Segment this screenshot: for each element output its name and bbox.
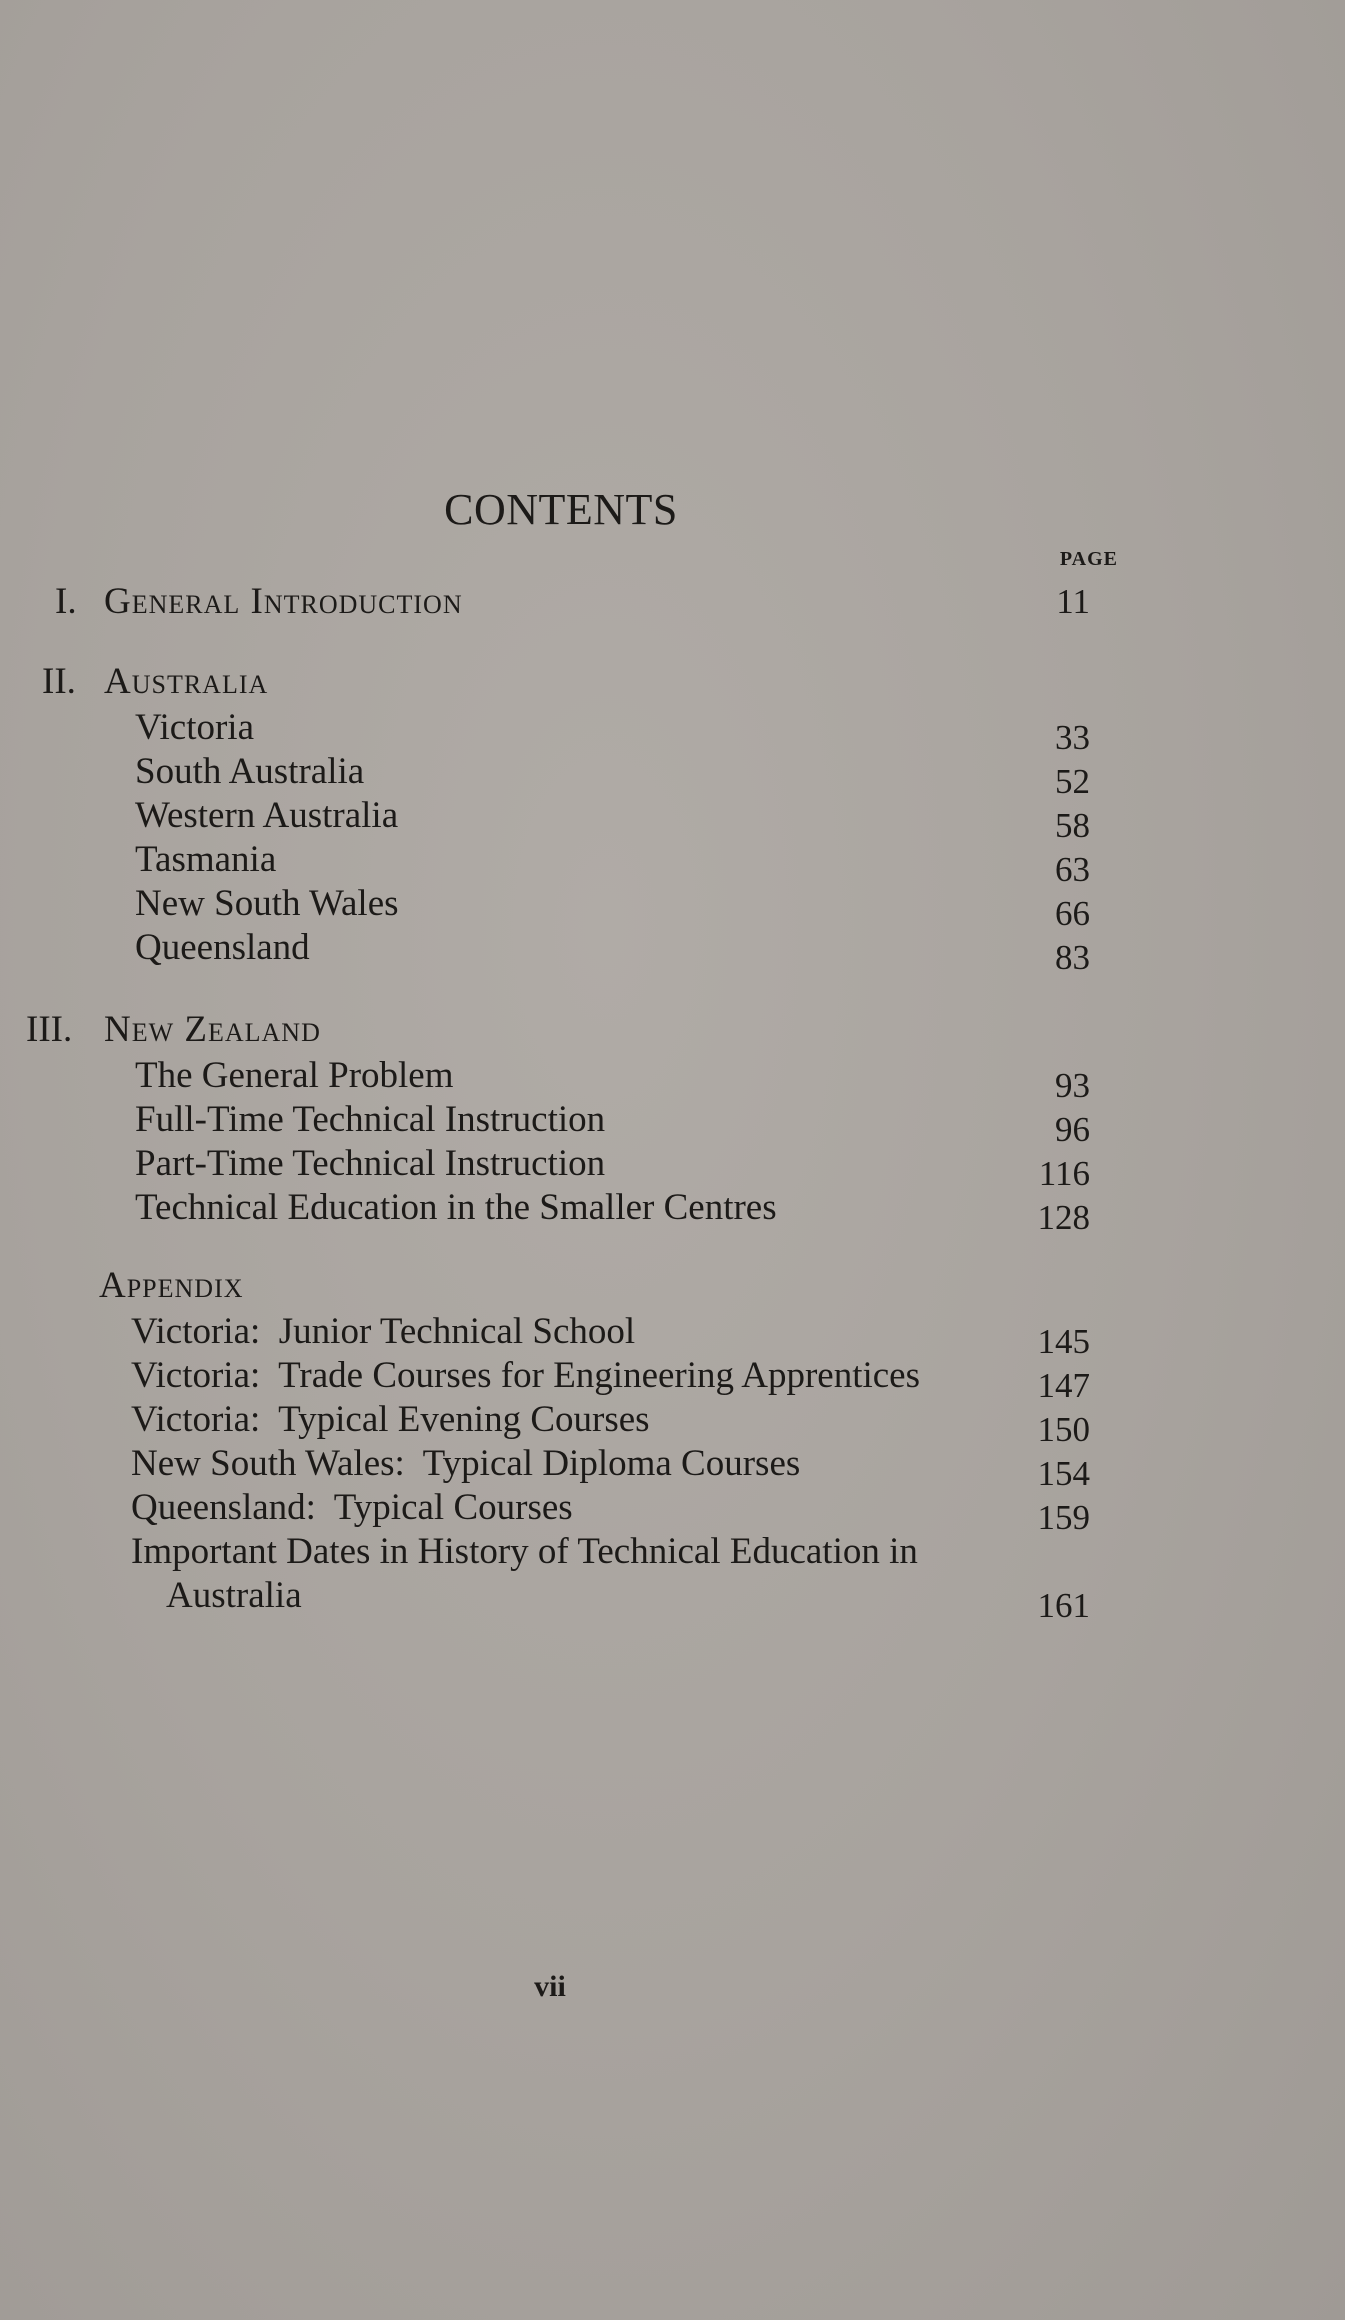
- toc-section-australia[interactable]: [0, 660, 1345, 706]
- toc-section-new-zealand[interactable]: [0, 1008, 1345, 1054]
- toc-section-general-introduction[interactable]: [0, 580, 1345, 626]
- toc-entry[interactable]: [0, 926, 1345, 977]
- toc-entry[interactable]: [0, 882, 1345, 933]
- toc-entry[interactable]: [0, 1142, 1345, 1193]
- entry-page-number: 58: [1055, 806, 1090, 845]
- section-numeral: I.: [55, 581, 77, 622]
- toc-entry[interactable]: [0, 1098, 1345, 1149]
- entry-title: Technical Education in the Smaller Centres: [135, 1187, 777, 1228]
- toc-entry[interactable]: [0, 1398, 1345, 1449]
- entry-title: New South Wales: [135, 883, 399, 924]
- entry-title: Victoria: [135, 707, 255, 748]
- entry-title: Victoria: Trade Courses for Engineering Apprentices: [131, 1355, 920, 1396]
- entry-title: Tasmania: [135, 839, 277, 880]
- section-numeral: II.: [42, 661, 76, 702]
- section-title: Australia: [104, 661, 269, 702]
- entry-page-number: 154: [1037, 1454, 1090, 1493]
- appendix-title: Appendix: [99, 1265, 244, 1306]
- entry-title: South Australia: [135, 751, 365, 792]
- entry-page-number: 63: [1055, 850, 1090, 889]
- section-title: General Introduction: [104, 581, 463, 622]
- section-title: New Zealand: [104, 1009, 321, 1050]
- toc-entry[interactable]: [0, 706, 1345, 757]
- entry-title: Full-Time Technical Instruction: [135, 1099, 606, 1140]
- entry-title: New South Wales: Typical Diploma Courses: [131, 1443, 801, 1484]
- section-numeral: III.: [26, 1009, 73, 1050]
- entry-title: The General Problem: [135, 1055, 454, 1096]
- toc-entry[interactable]: [0, 750, 1345, 801]
- page-title: CONTENTS: [444, 485, 678, 534]
- toc-entry[interactable]: [0, 1530, 1345, 1625]
- entry-title: Victoria: Typical Evening Courses: [131, 1399, 650, 1440]
- entry-title: Queensland: Typical Courses: [131, 1487, 573, 1528]
- page-column-label: PAGE: [1059, 548, 1118, 570]
- entry-page-number: 161: [1037, 1586, 1090, 1625]
- toc-entry[interactable]: [0, 1054, 1345, 1105]
- entry-page-number: 128: [1037, 1198, 1090, 1237]
- toc-entry[interactable]: [0, 1310, 1345, 1361]
- entry-title: Part-Time Technical Instruction: [135, 1143, 606, 1184]
- entry-page-number: 147: [1037, 1366, 1090, 1405]
- entry-page-number: 93: [1055, 1066, 1090, 1105]
- toc-entry[interactable]: [0, 838, 1345, 889]
- toc-entry[interactable]: [0, 1354, 1345, 1405]
- toc-entry[interactable]: [0, 1186, 1345, 1237]
- entry-page-number: 66: [1055, 894, 1090, 933]
- entry-page-number: 145: [1037, 1322, 1090, 1361]
- entry-page-number: 116: [1038, 1154, 1090, 1193]
- entry-page-number: 33: [1055, 718, 1090, 757]
- entry-title-continuation: Australia: [166, 1575, 302, 1616]
- entry-title: Queensland: [135, 927, 310, 968]
- entry-title: Important Dates in History of Technical Education in: [131, 1531, 918, 1572]
- entry-title: Victoria: Junior Technical School: [131, 1311, 636, 1352]
- entry-page-number: 96: [1055, 1110, 1090, 1149]
- toc-appendix[interactable]: [0, 1264, 1345, 1310]
- page-folio-number: vii: [534, 1970, 566, 2003]
- toc-entry[interactable]: [0, 1442, 1345, 1493]
- entry-page-number: 52: [1055, 762, 1090, 801]
- entry-page-number: 83: [1055, 938, 1090, 977]
- entry-page-number: 159: [1037, 1498, 1090, 1537]
- toc-entry[interactable]: [0, 794, 1345, 845]
- toc-entry[interactable]: [0, 1486, 1345, 1537]
- section-page-number: 11: [1056, 582, 1090, 621]
- entry-page-number: 150: [1037, 1410, 1090, 1449]
- entry-title: Western Australia: [135, 795, 399, 836]
